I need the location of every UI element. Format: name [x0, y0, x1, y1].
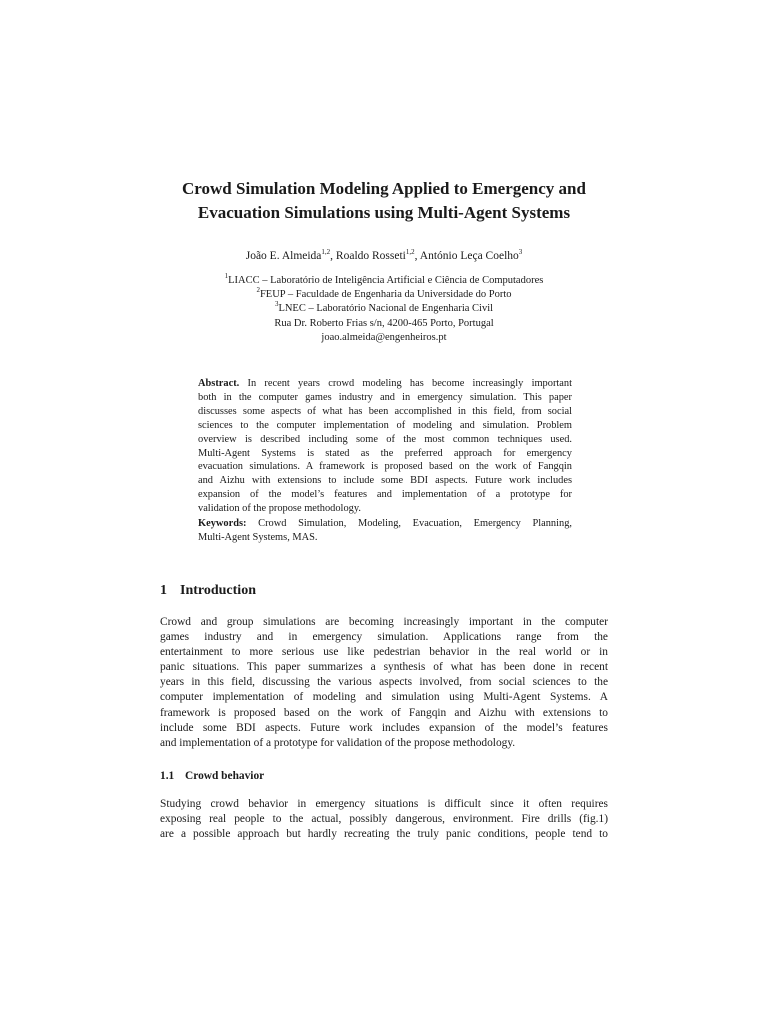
body-line: are a possible approach but hardly recreating the truly panic conditions, people tend to [160, 828, 608, 841]
affiliation-text: LIACC – Laboratório de Inteligência Artificial e Ciência de Computadores [228, 275, 544, 286]
body-line: framework is proposed based on the work of Fangqin and Aizhu with extensions to [160, 706, 608, 719]
affiliation-list [100, 274, 668, 345]
keywords [198, 517, 572, 545]
abstract-line: overview is described including some of the most common techniques used. [198, 433, 572, 445]
body-line: games industry and in emergency simulation. Applications range from the [160, 631, 608, 644]
subsection-number: 1.1 [160, 770, 175, 782]
author-list [100, 248, 668, 264]
abstract-line: validation of the propose methodology. [198, 503, 361, 515]
affiliation-mark: 1 [224, 272, 229, 280]
affiliation-line [100, 302, 668, 316]
author-affiliation-mark: 1,2 [405, 248, 415, 256]
subsection-heading-crowd-behavior [160, 769, 264, 784]
keywords-line [198, 517, 572, 531]
paper-title-line-1: Crowd Simulation Modeling Applied to Emergency and [182, 179, 586, 198]
abstract-line: Multi-Agent Systems is stated as the preferred approach for emergency [198, 447, 572, 459]
keywords-text: Crowd Simulation, Modeling, Evacuation, Emergency Planning, [246, 518, 572, 529]
author-name: Roaldo Rosseti [335, 250, 406, 262]
subsection-title: Crowd behavior [185, 770, 265, 782]
author-separator: , [414, 250, 420, 262]
body-line: panic situations. This paper summarizes a synthesis of what has been done in recent [160, 661, 608, 674]
abstract-line: both in the computer games industry and in emergency simulation. This paper [198, 391, 572, 403]
author-name: António Leça Coelho [419, 250, 519, 262]
abstract-line: expansion of the model’s features and implementation of a prototype for [198, 489, 572, 501]
keywords-label: Keywords: [198, 518, 247, 529]
section-number: 1 [160, 583, 167, 598]
affiliation-address: Rua Dr. Roberto Frias s/n, 4200-465 Porto, Portugal [274, 317, 494, 329]
affiliation-mark: 3 [274, 300, 279, 309]
abstract-line: sciences to the computer implementation of modeling and simulation. Problem [198, 419, 572, 431]
body-line: include some BDI aspects. Future work includes expansion of the model’s features [160, 721, 608, 734]
abstract [198, 377, 572, 516]
author-separator: , [330, 250, 336, 262]
body-line: Studying crowd behavior in emergency situations is difficult since it often requires [160, 798, 608, 810]
abstract-line: and Aizhu with extensions to include some BDI aspects. Future work includes [198, 475, 572, 487]
abstract-text: In recent years crowd modeling has become increasingly important [239, 378, 572, 389]
body-line: entertainment to more serious use like pedestrian behavior in the real world or in [160, 646, 608, 659]
author-email: joao.almeida@engenheiros.pt [321, 331, 447, 343]
abstract-label: Abstract. [198, 378, 240, 389]
affiliation-line [100, 274, 668, 288]
body-line: exposing real people to the actual, possibly dangerous, environment. Fire drills (fig.1) [160, 813, 608, 826]
keywords-line: Multi-Agent Systems, MAS. [198, 532, 318, 543]
body-line: Crowd and group simulations are becoming increasingly important in the computer [160, 616, 608, 628]
abstract-line [198, 377, 572, 391]
body-line: years in this field, discussing the various aspects involved, from social sciences to the [160, 676, 608, 689]
paper-title [100, 177, 668, 225]
abstract-line: evacuation simulations. A framework is proposed based on the work of Fangqin [198, 461, 572, 473]
abstract-line: discusses some aspects of what has been accomplished in this field, from social [198, 405, 572, 417]
affiliation-line [100, 288, 668, 302]
section-heading-introduction [160, 582, 256, 600]
section-title: Introduction [180, 583, 256, 598]
paper-title-line-2: Evacuation Simulations using Multi-Agent Systems [197, 203, 571, 222]
introduction-paragraph [160, 615, 608, 751]
crowd-behavior-paragraph [160, 797, 608, 842]
body-line: and implementation of a prototype for validation of the propose methodology. [160, 736, 516, 749]
affiliation-text: FEUP – Faculdade de Engenharia da Universidade do Porto [259, 289, 512, 301]
affiliation-text: LNEC – Laboratório Nacional de Engenharia Civil [278, 303, 494, 315]
author-affiliation-mark: 1,2 [321, 248, 331, 256]
body-line: computer implementation of modeling and simulation using Multi-Agent Systems. A [160, 691, 608, 704]
affiliation-mark: 2 [256, 286, 260, 295]
author-affiliation-mark: 3 [518, 248, 523, 256]
author-name: João E. Almeida [245, 250, 322, 262]
